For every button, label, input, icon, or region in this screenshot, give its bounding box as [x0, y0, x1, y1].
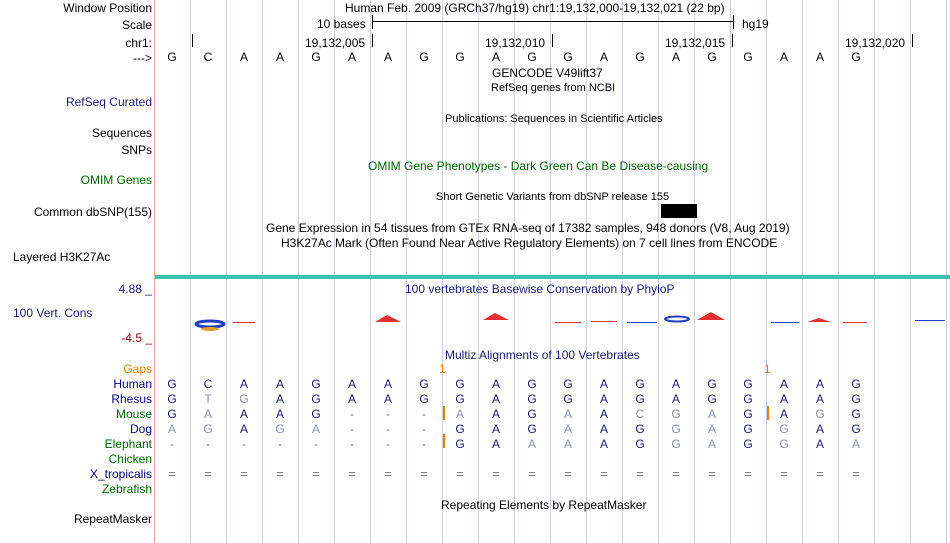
chrom-label: chr1:	[125, 36, 152, 50]
alignment-base: =	[708, 467, 716, 481]
alignment-base: G	[815, 407, 825, 421]
reference-base: A	[599, 50, 608, 64]
alignment-base: A	[599, 437, 608, 451]
alignment-base: -	[422, 422, 426, 436]
base-gridline	[442, 0, 443, 543]
alignment-base: G	[671, 437, 681, 451]
snps-track-label[interactable]: SNPs	[121, 143, 152, 157]
alignment-base: =	[600, 467, 608, 481]
phylop-glyph-g	[196, 321, 224, 331]
window-position-label: Window Position	[63, 1, 152, 15]
reference-base: G	[167, 50, 177, 64]
species-label[interactable]: Human	[113, 377, 152, 391]
alignment-base: =	[456, 467, 464, 481]
base-gridline	[622, 0, 623, 543]
gtex-track-title[interactable]: Gene Expression in 54 tissues from GTEx RNA-seq of 17382 samples, 948 donors (V8, Aug 2019)	[266, 221, 790, 235]
species-label[interactable]: Rhesus	[111, 392, 152, 406]
species-label[interactable]: Zebrafish	[101, 482, 152, 496]
base-gridline	[802, 0, 803, 543]
alignment-base: =	[420, 467, 428, 481]
publications-track-title[interactable]: Publications: Sequences in Scientific Articles	[445, 113, 663, 125]
species-label[interactable]: Dog	[129, 422, 152, 436]
alignment-base: A	[491, 392, 500, 406]
alignment-base: G	[671, 422, 681, 436]
alignment-base: A	[347, 377, 356, 391]
species-label[interactable]: Mouse	[115, 407, 152, 421]
reference-base: G	[455, 50, 465, 64]
ruler-coord-3: 19,132,015	[665, 36, 726, 50]
alignment-base: G	[851, 407, 861, 421]
species-label[interactable]: Elephant	[104, 437, 152, 451]
reference-base: C	[203, 50, 213, 64]
gaps-label: Gaps	[123, 362, 152, 376]
base-gridline	[478, 0, 479, 543]
alignment-base: A	[383, 392, 392, 406]
alignment-base: -	[350, 437, 354, 451]
base-gridline	[190, 0, 191, 543]
alignment-base: G	[527, 392, 537, 406]
ruler-coord-1: 19,132,005	[305, 36, 366, 50]
alignment-base: =	[312, 467, 320, 481]
alignment-base: -	[386, 422, 390, 436]
species-label[interactable]: Chicken	[108, 452, 152, 466]
phylop-glyph-a	[697, 312, 725, 320]
alignment-base: G	[203, 422, 213, 436]
scale-text: 10 bases	[317, 17, 366, 31]
alignment-base: =	[492, 467, 500, 481]
alignment-base: -	[350, 407, 354, 421]
alignment-base: A	[239, 422, 248, 436]
alignment-base: =	[636, 467, 644, 481]
phylop-bar	[233, 322, 255, 323]
alignment-base: -	[314, 437, 318, 451]
alignment-base: -	[422, 437, 426, 451]
insertion-marker	[443, 406, 445, 420]
alignment-base: G	[419, 377, 429, 391]
alignment-base: A	[599, 422, 608, 436]
alignment-base: =	[564, 467, 572, 481]
alignment-base: A	[563, 407, 572, 421]
phylop-track-title[interactable]: 100 vertebrates Basewise Conservation by PhyloP	[405, 282, 675, 296]
gap-mark: 1	[439, 362, 446, 376]
alignment-base: G	[455, 422, 465, 436]
alignment-base: G	[743, 437, 753, 451]
alignment-base: A	[779, 377, 788, 391]
reference-base: A	[671, 50, 680, 64]
ruler-tick	[372, 34, 373, 47]
multiz-track-title[interactable]: Multiz Alignments of 100 Vertebrates	[445, 348, 640, 362]
assembly-label: hg19	[742, 17, 769, 31]
alignment-base: =	[240, 467, 248, 481]
track-labels-panel	[0, 0, 154, 543]
alignment-base: A	[851, 437, 860, 451]
ruler-tick	[912, 34, 913, 47]
alignment-base: G	[743, 422, 753, 436]
alignment-base: =	[528, 467, 536, 481]
alignment-base: G	[311, 407, 321, 421]
ruler-coord-2: 19,132,010	[485, 36, 546, 50]
alignment-base: A	[779, 392, 788, 406]
alignment-base: A	[491, 377, 500, 391]
alignment-base: =	[168, 467, 176, 481]
h3k27ac-track-label[interactable]: Layered H3K27Ac	[13, 250, 111, 264]
alignment-base: A	[815, 422, 824, 436]
reference-base: A	[275, 50, 284, 64]
base-gridline	[262, 0, 263, 543]
alignment-base: =	[780, 467, 788, 481]
alignment-base: =	[348, 467, 356, 481]
reference-base: G	[527, 50, 537, 64]
alignment-base: G	[167, 392, 177, 406]
base-gridline	[406, 0, 407, 543]
alignment-base: G	[311, 377, 321, 391]
repeatmasker-track-label[interactable]: RepeatMasker	[73, 512, 152, 526]
reference-base: G	[635, 50, 645, 64]
alignment-base: G	[527, 407, 537, 421]
alignment-base: A	[491, 437, 500, 451]
refseq-track-label[interactable]: RefSeq Curated	[65, 95, 152, 109]
alignment-base: A	[671, 377, 680, 391]
scale-bar	[372, 21, 733, 22]
h3k27ac-track-title[interactable]: H3K27Ac Mark (Often Found Near Active Regulatory Elements) on 7 cell lines from ENCODE	[281, 236, 778, 250]
scale-label: Scale	[121, 18, 152, 32]
alignment-base: G	[635, 392, 645, 406]
alignment-base: A	[275, 392, 284, 406]
position-title: Human Feb. 2009 (GRCh37/hg19) chr1:19,132,000-19,132,021 (22 bp)	[345, 1, 725, 15]
alignment-base: A	[671, 392, 680, 406]
alignment-base: A	[311, 422, 320, 436]
phylop-max-label: 4.88 _	[118, 282, 152, 296]
repeatmasker-track-title[interactable]: Repeating Elements by RepeatMasker	[441, 498, 647, 512]
alignment-base: A	[203, 407, 212, 421]
base-gridline	[910, 0, 911, 543]
dbsnp-track-label[interactable]: Common dbSNP(155)	[33, 205, 152, 219]
alignment-base: A	[815, 437, 824, 451]
alignment-base: -	[422, 407, 426, 421]
alignment-base: G	[635, 437, 645, 451]
gap-mark: 1	[764, 362, 771, 376]
alignment-base: A	[707, 422, 716, 436]
ruler-tick	[732, 34, 733, 47]
alignment-base: =	[384, 467, 392, 481]
reference-base: A	[779, 50, 788, 64]
alignment-base: G	[455, 392, 465, 406]
alignment-base: =	[204, 467, 212, 481]
alignment-base: A	[563, 437, 572, 451]
species-label[interactable]: X_tropicalis	[89, 467, 152, 481]
phylop-min-label: -4.5 _	[121, 331, 152, 345]
base-gridline	[874, 0, 875, 543]
gencode-track-title[interactable]: GENCODE V49lift37	[492, 66, 603, 80]
alignment-base: A	[275, 407, 284, 421]
alignment-base: G	[707, 377, 717, 391]
alignment-base: G	[167, 377, 177, 391]
phylop-glyph-a	[807, 318, 831, 322]
alignment-base: A	[779, 407, 788, 421]
alignment-base: G	[635, 377, 645, 391]
alignment-base: -	[170, 437, 174, 451]
base-gridline	[694, 0, 695, 543]
reference-base: G	[743, 50, 753, 64]
insertion-marker	[767, 406, 769, 420]
phylop-bar	[771, 322, 799, 323]
ruler-tick	[552, 34, 553, 47]
alignment-base: G	[671, 407, 681, 421]
alignment-base: -	[350, 422, 354, 436]
alignment-base: G	[851, 377, 861, 391]
alignment-base: A	[707, 437, 716, 451]
alignment-base: C	[203, 377, 213, 391]
phylop-glyph-a	[483, 313, 509, 320]
alignment-base: A	[491, 422, 500, 436]
alignment-base: C	[635, 407, 645, 421]
insertion-marker	[443, 434, 445, 448]
reference-base: G	[851, 50, 861, 64]
alignment-base: A	[815, 392, 824, 406]
alignment-base: =	[816, 467, 824, 481]
alignment-base: G	[275, 422, 285, 436]
alignment-base: A	[239, 377, 248, 391]
alignment-base: G	[311, 392, 321, 406]
alignment-base: G	[239, 392, 249, 406]
alignment-base: =	[744, 467, 752, 481]
phylop-track-label[interactable]: 100 Vert. Cons	[13, 306, 93, 320]
alignment-base: G	[779, 422, 789, 436]
alignment-base: -	[386, 407, 390, 421]
alignment-base: A	[527, 437, 536, 451]
base-gridline	[730, 0, 731, 543]
refseq-track-subtitle: RefSeq genes from NCBI	[491, 82, 616, 94]
reference-base: A	[383, 50, 392, 64]
base-gridline	[226, 0, 227, 543]
alignment-base: =	[672, 467, 680, 481]
alignment-base: A	[599, 377, 608, 391]
alignment-base: A	[239, 407, 248, 421]
alignment-base: G	[743, 407, 753, 421]
ruler-tick	[192, 34, 193, 47]
phylop-bar	[555, 322, 581, 323]
alignment-base: G	[563, 392, 573, 406]
reference-base: A	[347, 50, 356, 64]
strand-arrow-label: --->	[133, 51, 152, 65]
alignment-base: A	[383, 377, 392, 391]
phylop-bar	[591, 321, 617, 322]
base-gridline	[946, 0, 947, 543]
alignment-base: G	[455, 437, 465, 451]
alignment-base: G	[707, 392, 717, 406]
alignment-base: A	[815, 377, 824, 391]
phylop-bar	[843, 322, 867, 323]
alignment-base: G	[419, 392, 429, 406]
alignment-base: G	[743, 392, 753, 406]
alignment-base: A	[599, 407, 608, 421]
alignment-base: A	[455, 407, 464, 421]
reference-base: A	[491, 50, 500, 64]
omim-track-title[interactable]: OMIM Gene Phenotypes - Dark Green Can Be Disease-causing	[368, 159, 709, 173]
reference-base: G	[311, 50, 321, 64]
alignment-base: G	[527, 377, 537, 391]
alignment-base: A	[491, 407, 500, 421]
reference-base: G	[419, 50, 429, 64]
phylop-conservation-plot	[155, 310, 950, 334]
alignment-base: A	[599, 392, 608, 406]
alignment-base: A	[275, 377, 284, 391]
base-gridline	[766, 0, 767, 543]
alignment-base: A	[707, 407, 716, 421]
alignment-base: -	[386, 437, 390, 451]
alignment-base: =	[276, 467, 284, 481]
alignment-base: G	[563, 377, 573, 391]
phylop-glyph-a	[375, 315, 401, 322]
reference-base: G	[707, 50, 717, 64]
alignment-base: -	[278, 437, 282, 451]
alignment-base: G	[455, 377, 465, 391]
base-gridline	[370, 0, 371, 543]
alignment-base: =	[852, 467, 860, 481]
base-gridline	[658, 0, 659, 543]
ruler-coord-4: 19,132,020	[845, 36, 906, 50]
reference-base: G	[563, 50, 573, 64]
reference-base: A	[815, 50, 824, 64]
phylop-bar	[627, 322, 657, 323]
alignment-base: T	[204, 392, 212, 406]
dbsnp-variant-feature[interactable]	[661, 204, 697, 218]
alignment-base: G	[167, 407, 177, 421]
alignment-base: G	[635, 422, 645, 436]
base-gridline	[838, 0, 839, 543]
alignment-base: -	[242, 437, 246, 451]
alignment-base: A	[563, 422, 572, 436]
alignment-base: G	[743, 377, 753, 391]
alignment-base: A	[347, 392, 356, 406]
phylop-glyph-g	[665, 317, 689, 322]
alignment-base: G	[851, 392, 861, 406]
phylop-bar	[915, 320, 945, 321]
alignment-base: G	[779, 437, 789, 451]
dbsnp-track-title[interactable]: Short Genetic Variants from dbSNP release 155	[436, 191, 670, 203]
scale-bar-left-tick	[372, 15, 373, 29]
track-separator-bar	[155, 275, 950, 279]
base-gridline	[298, 0, 299, 543]
alignment-base: A	[167, 422, 176, 436]
alignment-base: G	[851, 422, 861, 436]
scale-bar-right-tick	[733, 15, 734, 29]
omim-track-label[interactable]: OMIM Genes	[80, 173, 152, 187]
sequences-track-label[interactable]: Sequences	[91, 126, 152, 140]
alignment-base: -	[206, 437, 210, 451]
alignment-base: G	[527, 422, 537, 436]
base-gridline	[334, 0, 335, 543]
reference-base: A	[239, 50, 248, 64]
genome-browser-track-area[interactable]	[155, 0, 950, 543]
